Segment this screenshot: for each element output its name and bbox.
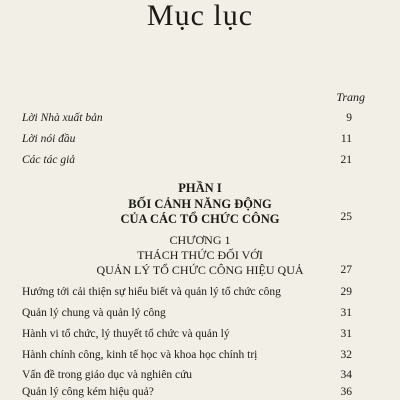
chapter-title-line-1: THÁCH THỨC ĐỐI VỚI [137, 248, 263, 262]
part-number: PHẦN I [178, 181, 222, 195]
toc-entry-page: 31 [340, 328, 352, 340]
toc-entry-page: 21 [340, 154, 352, 166]
toc-entry-label: Vấn đề trong giáo dục và nghiên cứu [22, 369, 193, 381]
part-title-line-2: CỦA CÁC TỔ CHỨC CÔNG [120, 212, 280, 226]
bleed-through-text [150, 38, 390, 71]
toc-entry-page: 9 [346, 112, 352, 124]
toc-entry-label: Lời nói đầu [22, 133, 76, 145]
toc-entry-label: Hành chính công, kinh tế học và khoa học chính trị [22, 349, 258, 361]
page-title: Mục lục [146, 0, 254, 32]
toc-entry-page: 11 [340, 133, 352, 145]
toc-entry-label: Quản lý công kém hiệu quả? [22, 386, 154, 398]
toc-entry-label: Hướng tới cải thiện sự hiểu biết và quản lý tổ chức công [22, 286, 281, 298]
toc-entry-page: 36 [340, 386, 352, 398]
chapter-title-line-2: QUẢN LÝ TỔ CHỨC CÔNG HIỆU QUẢ [96, 263, 304, 277]
toc-entry-label: Hành vi tổ chức, lý thuyết tổ chức và quản lý [22, 328, 230, 340]
chapter-number: CHƯƠNG 1 [169, 233, 231, 247]
toc-entry-label: Quản lý chung và quản lý công [22, 307, 166, 319]
toc-entry-page: 32 [340, 349, 352, 361]
toc-entry-label: Lời Nhà xuất bản [22, 112, 103, 124]
toc-entry-page: 34 [340, 369, 352, 381]
chapter-page[interactable]: 27 [340, 264, 352, 276]
page-column-header: Trang [336, 90, 365, 104]
part-page[interactable]: 25 [340, 211, 352, 223]
part-title-line-1: BỐI CẢNH NĂNG ĐỘNG [128, 197, 272, 211]
toc-entry-label: Các tác giả [22, 154, 76, 166]
toc-entry-page: 29 [340, 286, 352, 298]
toc-entry-page: 31 [340, 307, 352, 319]
